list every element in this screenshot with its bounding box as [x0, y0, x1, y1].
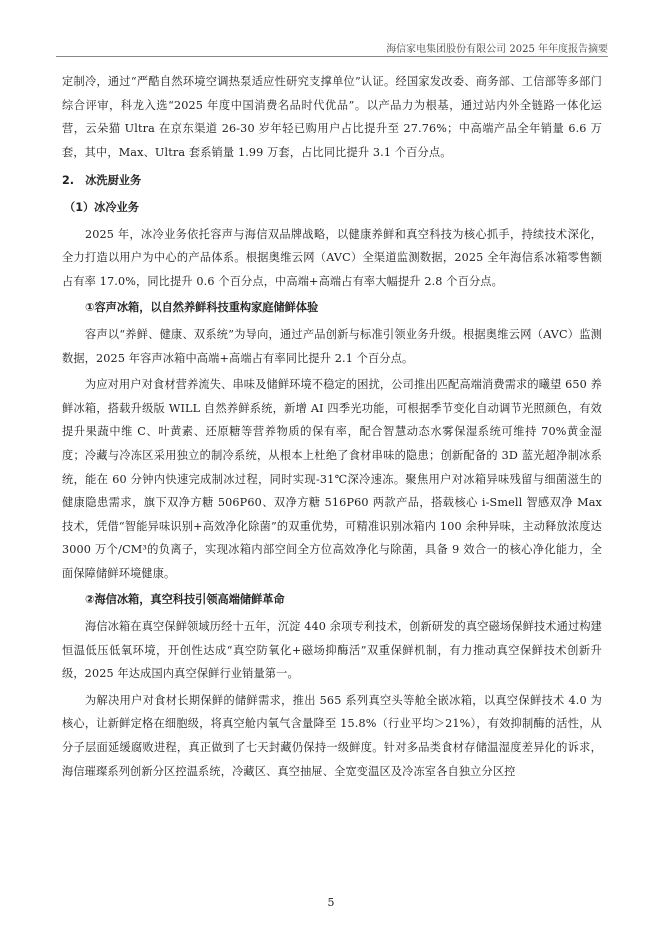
- document-body: [62, 70, 602, 783]
- subsection-heading-refrigeration: （1）冰冷业务: [64, 200, 139, 214]
- report-header-title: 海信家电集团股份有限公司 2025 年年度报告摘要: [386, 44, 608, 55]
- page-number: 5: [327, 896, 335, 909]
- paragraph-hisense-products: 为解决用户对食材长期保鲜的储鲜需求，推出 565 系列真空头等舱全嵌冰箱，以真空保鲜技术 4.0 为核心，让新鲜定格在细胞级，将真空舱内氧气含量降至 15.8%（行业平均＞21%），有效抑制酶的活性，从分子层面延缓腐败进程，真正做到了七天封藏仍保持一级鲜度。针对多品类食材存储温湿度差异化的诉求，海信璀璨系列创新分区控温系统，冷藏区、真空抽屉、全宽变温区及冷冻室各自独立分区控: [62, 693, 602, 778]
- item-heading-hisense: ②海信冰箱，真空科技引领高端储鲜革命: [85, 593, 285, 607]
- page-header: [0, 0, 662, 64]
- paragraph-ronshen-overview: 容声以“养鲜、健康、双系统”为导向，通过产品创新与标准引领业务升级。根据奥维云网（AVC）监测数据，2025 年容声冰箱中高端+高端占有率同比提升 2.1 个百分点。: [62, 327, 602, 365]
- section-heading-refrigerator-washer-kitchen: 2. 冰洗厨业务: [62, 174, 142, 188]
- paragraph-refrigeration-overview: 2025 年，冰冷业务依托容声与海信双品牌战略，以健康养鲜和真空科技为核心抓手，持续技术深化，全力打造以用户为中心的产品体系。根据奥维云网（AVC）全渠道监测数据，2025 全年海信系冰箱零售额占有率 17.0%，同比提升 0.6 个百分点，中高端+高端占有率大幅提升 2.8 个百分点。: [62, 227, 602, 288]
- paragraph-ronshen-products: 为应对用户对食材营养流失、串味及储鲜环境不稳定的困扰，公司推出匹配高端消费需求的曦望 650 养鲜冰箱，搭载升级版 WILL 自然养鲜系统，新增 AI 四季光功能，可根据季节变化自动调节光照颜色，有效提升果蔬中维 C、叶黄素、还原糖等营养物质的保有率，配合智慧动态水雾保湿系统可维持 70%黄金湿度；冷藏与冷冻区采用独立的制冷系统，从根本上杜绝了食材串味的隐患；创新配备的 3D 蓝光超净制冰系统，能在 60 分钟内快速完成制冰过程，同时实现-31℃深冷速冻。聚焦用户对冰箱异味残留与细菌滋生的健康隐患需求，旗下双净方糖 506P60、双净方糖 516P60 两款产品，搭载核心 i-Smell 智感双净 Max 技术，凭借“智能异味识别+高效净化除菌”的双重优势，可精准识别冰箱内 100 余种异味，主动释放浓度达 3000 万个/CM³的负离子，实现冰箱内部空间全方位高效净化与除菌，具备 9 效合一的核心净化能力，全面保障储鲜环境健康。: [62, 378, 602, 580]
- paragraph-hisense-vacuum: 海信冰箱在真空保鲜领域历经十五年，沉淀 440 余项专利技术，创新研发的真空磁场保鲜技术通过构建恒温低压低氧环境，开创性达成“真空防氧化+磁场抑酶活”双重保鲜机制，有力推动真空保鲜技术创新升级，2025 年达成国内真空保鲜行业销量第一。: [62, 620, 602, 681]
- paragraph-air-conditioning-continued: 定制冷，通过“严酷自然环境空调热泵适应性研究支撑单位”认证。经国家发改委、商务部、工信部等多部门综合评审，科龙入选“2025 年度中国消费名品时代优品”。以产品力为根基，通过站内外全链路一体化运营，云朵猫 Ultra 在京东渠道 26-30 岁年轻已购用户占比提升至 27.76%；中高端产品全年销量 6.6 万套，其中，Max、Ultra 套系销量 1.99 万套，占比同比提升 3.1 个百分点。: [62, 75, 602, 159]
- item-heading-ronshen: ①容声冰箱，以自然养鲜科技重构家庭储鲜体验: [85, 301, 319, 315]
- header-divider: [56, 56, 608, 57]
